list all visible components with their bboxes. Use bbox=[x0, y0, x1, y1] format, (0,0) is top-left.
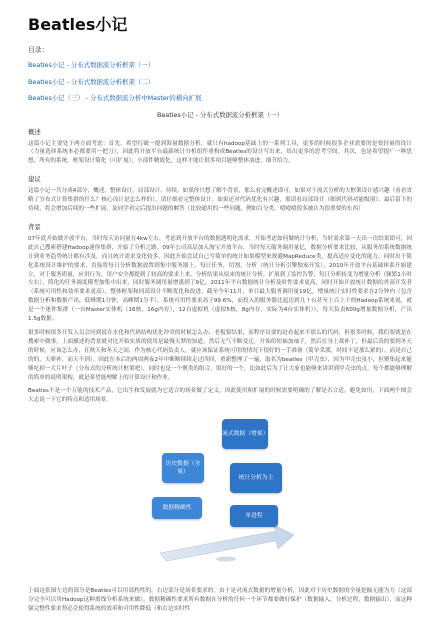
suggestion-paragraph: 这篇小记一共分成4部分，概述，整体设计，局部设计，待续。如果你只想了解个背景，那么看完概述即可，如果对于流式分析的大框架设计感兴趣（看看省略了分布式计算集群的什么？核心设计是怎么样的），请仔细看完整体设计。如果还对代码优化有兴趣，那请看局部设计（细到代码功能级别），最后留下的待续，将会增加后续的一些扩展，及同学看完后提出问题的解答（比较通用的一些问题，例如百分类，噎噎噎很多被认为很重要的东西） bbox=[28, 188, 412, 213]
section-heading-overview: 概述 bbox=[28, 127, 41, 136]
table-of-contents bbox=[28, 60, 412, 104]
background-paragraph-2: 很多时候很多开发人员会问到说在水化和代码结构优化冲突的时候怎么办，老板要结果，而程序员要的是看起来不那么的代码，但很多时候，我们要就是在搜索中做事，上面描述的背景就对比开始实质的使用是最慢天梦的知道，然后无气不断变迁，开始给短袖加袖子，然后在身上裁补丁，但最后真的要到冬天的时候，应该怎么办，在秋天和冬天之间，作为核心代码负责人，就应该保证系统可用的情况下很好的一手准备（简单采派，时间不是那么紧的），而是自己的的，天骄补，而天不到）。因此在本后的两周两夜2年中断断续续走过四回，重新整理了一遍，取名为beatles（甲壳虫），因为甲壳虫虽小，但聚集起来能够吃掉一大片叶子（分布式的分析统计框架吧），同时也是一个聚类的组合，很好的一个，比如此后为了让大家也能够来讲讲到甲壳虫的点，每个都能够理解的简单的说明架构，就是希望能理解上的计算设计和作业。 bbox=[28, 330, 412, 381]
diagram-box-streaming: 流式数据（增量） bbox=[222, 419, 268, 449]
toc-link-1[interactable]: Beatles小记 - 分布式数据流分析框架（一） bbox=[28, 61, 155, 69]
toc-link-2[interactable]: Beatles小记 - 分布式数据流分析框架（二） bbox=[28, 77, 155, 86]
section-heading-background: 背景 bbox=[28, 222, 41, 231]
background-paragraph-3: Beatles不是一个万能的技术产品，它出生和发展就为它适合的场景做了定义，因此使用和扩展的时候需要明确的了解是否合适，避免如用，下面两个图会大志说一下它的特点和适用场景。 bbox=[28, 388, 412, 404]
diagram-box-statistics: 统计分析为主 bbox=[230, 463, 282, 493]
section-heading-suggestion: 建议 bbox=[28, 175, 41, 184]
diagram-box-history: 历史数据（全量） bbox=[162, 453, 204, 483]
toc-link-3[interactable]: Beatles小记（三） - 分布式数据流分析中Master的横向扩展 bbox=[28, 94, 202, 102]
page-title: Beatles小记 bbox=[28, 15, 128, 34]
background-paragraph-1: 07年底开始做开放平台，当时每天访问量在4kw左右，考虑到开放平台的数据透明化需求，开始考虑如何做统计分析，当时需求第一天出一次结果即可，因此自己搜索搭建Hadoop迷你集群，开始了分析之路。09年公司高层加入淘宝开放平台，当时每天服务调用量亿，数据分析要求比较，从服务的系统数据统计到业务趋势统计都有涉及，而且统计需求变化较多，因此开始尝试自己写简单的统计如果模型来规避MapReduce类，提高适应变化的能力，同时出于简化系统设计维护的要求，直接将每日分析数据放置到集中服务器上，每日任务，切割，分析（统计分析引擎独家开发），2010年开放平台基础体系开始建立，对于服务质量，应用行为，用户安全都提到了较高的要求上来，分析结果从原来的统计分析，扩展到了监控告警，每日分析转变为增量分析（频繁1小时左右），简化的任务调度模型加集中出来，同时服务调用量增涨到了9亿。2011年平台数据统计分析及时性要求更高，同时开始开放统计数据给外部开发者（系统可用性和效率要求更高），整体框架和同部设计不断优化和改进，截至今年11月，单日最大服务调用量19亿，增量统计实时性要求在2分钟内（包含数据分析和数据产出，低峰期1分钟，高峰期1分半），系统可用性要求高于99.6%，而投入的服务器比起达到几十台甚至上百上千的Hadoop系统来说，就是一个迷你集群（一台Master实体机（16核，16g内存），12台虚拟机（虚拟5核，8g内存，实际为4台实体机）），每天负责600g增量数据分析，产出1.5g数据。 bbox=[28, 235, 412, 323]
scenario-diagram bbox=[130, 413, 310, 581]
toc-label: 目录： bbox=[28, 46, 49, 54]
scale-arrow-graphic bbox=[156, 523, 296, 563]
diagram-box-single-process: 单进程 bbox=[230, 505, 278, 527]
article-title: Beatles小记 - 分布式数据流分析框架（一） bbox=[156, 110, 283, 119]
diagram-box-accuracy: 数据精确性 bbox=[152, 497, 202, 519]
overview-paragraph: 这篇小记主要处于两方面考虑：首先，希望打破一提到海量数据分析，就只有hadoop基础上的一系列工具，更多的时候很多企业需要的是要轻量的设计（力量选择系统本必都要用一把刀），因此将开放平台最新统计分析组件重构成Beatles的设计写出来，给出更多的思考空间。其次，也是希望提广一种思想，所有的系统，框架设计简化（可扩展），小部件精致化，这样才能让很多项目能够整体演进，细节给力。 bbox=[28, 140, 412, 165]
closing-paragraph: 上面这张图左边的部分是Beatles可以用部档性的，右边部分是场景要求的。由于是对流式数据的增量分析，因此对于历史数据的全量挖掘无能为力（这部分完全可以用Hadoop这种离线分析系统来做），数据精确性要求所有数据在分析的任何一个环节都要做好保护（数据输入，分析过程，数据输出），而这种强完整性要求势必会使得系统的效率和可用性降低（和右边实时性 bbox=[28, 588, 412, 613]
